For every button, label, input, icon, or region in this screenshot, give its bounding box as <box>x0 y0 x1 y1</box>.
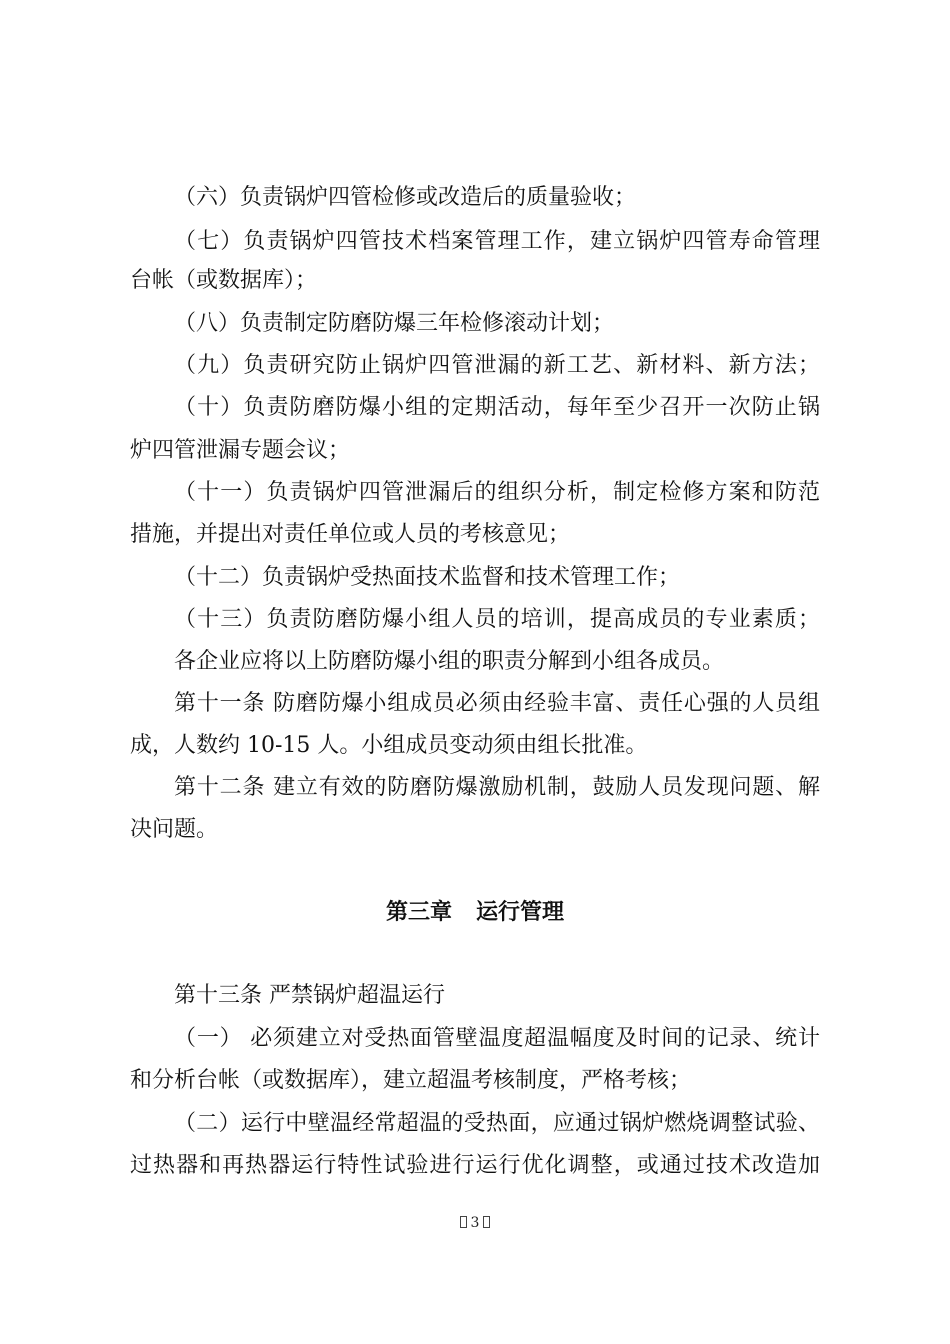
paragraph-item-10-line-2: 炉四管泄漏专题会议； <box>130 438 351 463</box>
paragraph-item-7-line-1: （七）负责锅炉四管技术档案管理工作，建立锅炉四管寿命管理 <box>174 229 820 254</box>
paragraph-item-6: （六）负责锅炉四管检修或改造后的质量验收； <box>174 185 637 210</box>
article-13-item-2-line-2: 过热器和再热器运行特性试验进行运行优化调整，或通过技术改造加 <box>130 1153 820 1178</box>
paragraph-item-10-line-1: （十）负责防磨防爆小组的定期活动，每年至少召开一次防止锅 <box>174 395 820 420</box>
paragraph-duty-assignment: 各企业应将以上防磨防爆小组的职责分解到小组各成员。 <box>174 649 725 674</box>
article-13-item-1-line-1: （一） 必须建立对受热面管壁温度超温幅度及时间的记录、统计 <box>174 1026 820 1051</box>
chapter-heading <box>0 898 950 928</box>
article-11-line-2: 成，人数约 10-15 人。小组成员变动须由组长批准。 <box>130 733 648 758</box>
article-13-title: 第十三条 严禁锅炉超温运行 <box>174 983 445 1008</box>
article-12-line-1: 第十二条 建立有效的防磨防爆激励机制，鼓励人员发现问题、解 <box>174 775 820 800</box>
footer-left-mark <box>460 1216 467 1228</box>
paragraph-item-11-line-2: 措施，并提出对责任单位或人员的考核意见； <box>130 522 571 547</box>
article-13-item-2-line-1: （二）运行中壁温经常超温的受热面，应通过锅炉燃烧调整试验、 <box>174 1111 820 1136</box>
chapter-number: 第三章 <box>385 900 452 925</box>
paragraph-item-7-line-2: 台帐（或数据库）； <box>130 268 318 293</box>
paragraph-item-11-line-1: （十一）负责锅炉四管泄漏后的组织分析，制定检修方案和防范 <box>174 480 820 505</box>
paragraph-item-12: （十二）负责锅炉受热面技术监督和技术管理工作； <box>174 565 681 590</box>
paragraph-item-13: （十三）负责防磨防爆小组人员的培训，提高成员的专业素质； <box>174 607 820 632</box>
paragraph-item-8: （八）负责制定防磨防爆三年检修滚动计划； <box>174 311 615 336</box>
page-footer <box>0 1214 950 1232</box>
footer-right-mark <box>483 1216 490 1228</box>
page-number: 3 <box>470 1215 480 1231</box>
article-11-line-1: 第十一条 防磨防爆小组成员必须由经验丰富、责任心强的人员组 <box>174 691 820 716</box>
chapter-title: 运行管理 <box>476 900 565 925</box>
article-13-item-1-line-2: 和分析台帐（或数据库），建立超温考核制度，严格考核； <box>130 1068 692 1093</box>
paragraph-item-9: （九）负责研究防止锅炉四管泄漏的新工艺、新材料、新方法； <box>174 353 820 378</box>
article-12-line-2: 决问题。 <box>130 817 219 842</box>
